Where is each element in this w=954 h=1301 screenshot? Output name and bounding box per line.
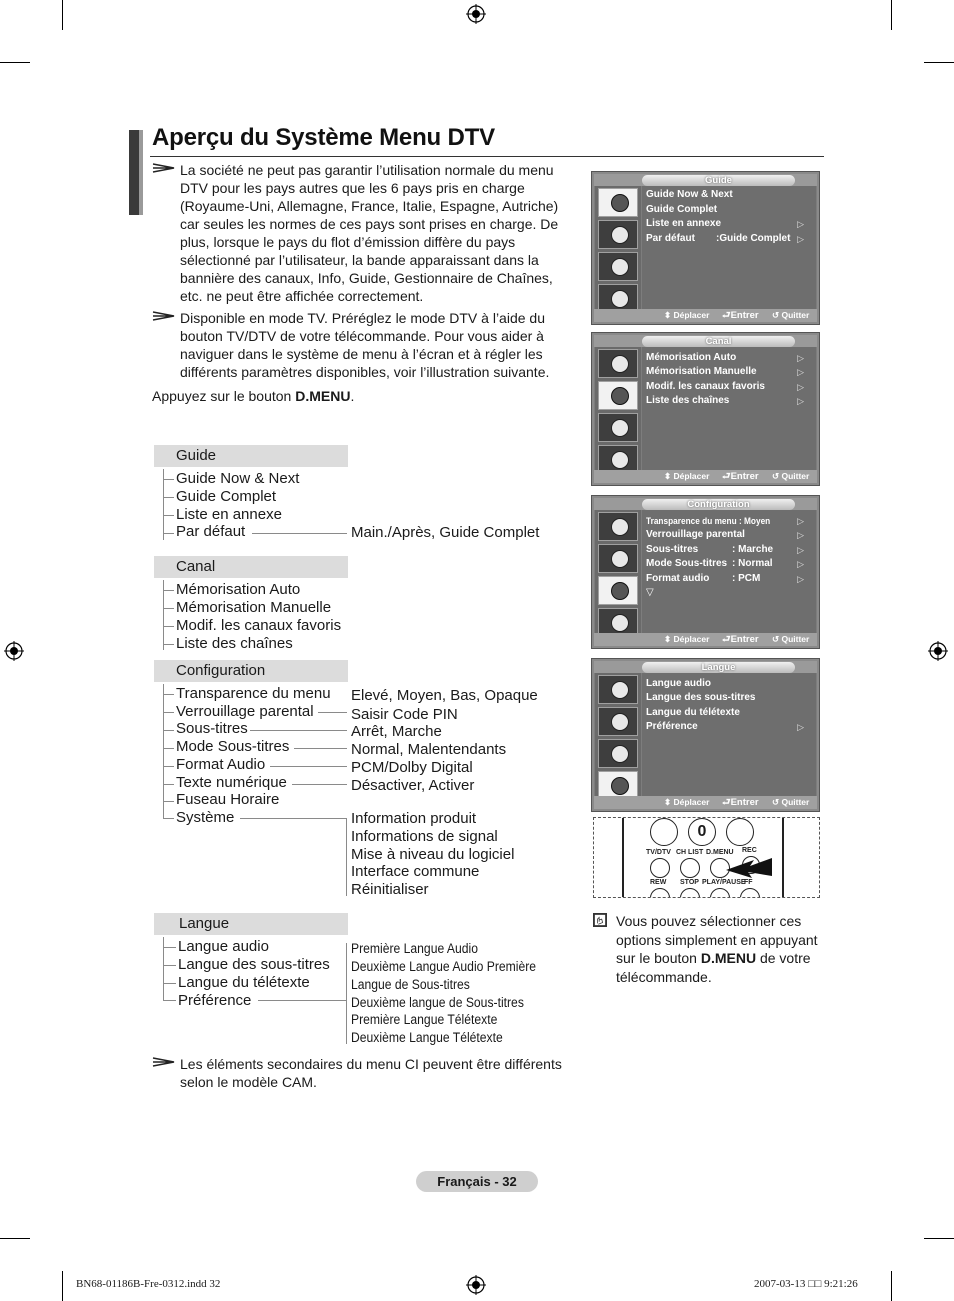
tree-value: Langue de Sous-titres bbox=[351, 977, 470, 992]
tree-item: Modif. les canaux favoris bbox=[176, 617, 342, 634]
submenu-arrow-icon: ▷ bbox=[797, 353, 804, 363]
side-note-text: de votre télécommande. bbox=[616, 950, 811, 985]
tab-strip bbox=[594, 498, 817, 510]
tree-connector bbox=[163, 590, 174, 591]
quit-label: Quitter bbox=[781, 797, 810, 807]
tree-value: Elevé, Moyen, Bas, Opaque bbox=[351, 687, 538, 704]
submenu-arrow-icon: ▷ bbox=[797, 545, 804, 555]
tree-value: Désactiver, Activer bbox=[351, 777, 475, 794]
tree-connector bbox=[163, 748, 174, 749]
remote-label: PLAY/PAUSE bbox=[702, 879, 746, 886]
press-text: Appuyez sur le bouton bbox=[152, 388, 296, 404]
tree-connector bbox=[163, 712, 174, 713]
tree-item: Système bbox=[176, 809, 235, 826]
tree-leader bbox=[318, 712, 347, 713]
enter-hint: ⮐Entrer bbox=[722, 310, 759, 321]
note-text: Disponible en mode TV. Préréglez le mode DTV à l’aide du bouton TV/DTV de votre télécommande. Pour vous aider à naviguer dans le système de menu à l’écran et à régler les différents paramètres disponibles, voir l’illustration suivante. bbox=[180, 310, 550, 380]
note-tv-mode bbox=[152, 309, 572, 381]
tree-item: Par défaut bbox=[176, 523, 246, 540]
enter-label: Entrer bbox=[730, 797, 759, 808]
tree-value: Information produit bbox=[351, 810, 477, 827]
tree-connector bbox=[163, 694, 174, 695]
menu-content bbox=[642, 510, 816, 633]
tree-head-canal bbox=[154, 556, 348, 578]
tree-connector bbox=[163, 784, 174, 785]
crop-mark bbox=[891, 1271, 892, 1301]
enter-hint: ⮐Entrer bbox=[722, 471, 759, 482]
enter-hint: ⮐Entrer bbox=[722, 797, 759, 808]
tree-value: Première Langue Télétexte bbox=[351, 1012, 498, 1027]
tree-item: Texte numérique bbox=[176, 774, 287, 791]
tree-value: PCM/Dolby Digital bbox=[351, 759, 473, 776]
menu-content bbox=[642, 673, 816, 796]
tree-head-label: Configuration bbox=[176, 662, 266, 679]
enter-label: Entrer bbox=[730, 471, 759, 482]
tree-item: Liste en annexe bbox=[176, 506, 282, 523]
screen-body bbox=[594, 661, 817, 809]
submenu-arrow-icon: ▷ bbox=[797, 367, 804, 377]
menu-item-value: :Guide Complet bbox=[716, 233, 791, 244]
remote-round-button bbox=[650, 818, 678, 846]
tab-canal: Canal bbox=[642, 336, 795, 347]
remote-control-illustration bbox=[593, 817, 820, 898]
guide-icon bbox=[598, 349, 638, 378]
info-button bbox=[726, 818, 754, 846]
menu-content bbox=[642, 347, 816, 470]
tree-leader bbox=[270, 766, 347, 767]
tab-strip bbox=[594, 174, 817, 186]
menu-item-value: : Normal bbox=[732, 558, 773, 569]
setup-icon bbox=[598, 576, 638, 605]
tree-item: Mémorisation Auto bbox=[176, 581, 301, 598]
tree-item: Langue des sous-titres bbox=[178, 956, 330, 973]
tree-value: Arrêt, Marche bbox=[351, 723, 442, 740]
tree-connector bbox=[163, 801, 174, 802]
remote-label: D.MENU bbox=[706, 849, 734, 856]
channel-icon bbox=[598, 544, 638, 573]
guide-icon bbox=[598, 188, 638, 217]
tree-item: Transparence du menu bbox=[176, 685, 331, 702]
tree-item: Langue audio bbox=[178, 938, 269, 955]
menu-item[interactable]: Langue audio bbox=[646, 678, 711, 689]
menu-item-label: Format audio bbox=[646, 573, 710, 584]
tree-value: Informations de signal bbox=[351, 828, 498, 845]
zero-button: 0 bbox=[688, 818, 716, 846]
tree-value: Première Langue Audio bbox=[351, 941, 478, 956]
registration-mark-icon bbox=[466, 1275, 486, 1295]
registration-mark-icon bbox=[928, 641, 948, 661]
ch-list-button bbox=[680, 858, 700, 878]
side-note-text: Vous pouvez sélectionner ces options simplement en appuyant sur le bouton bbox=[616, 913, 818, 966]
submenu-arrow-icon: ▷ bbox=[797, 234, 804, 244]
crop-mark bbox=[62, 0, 63, 30]
tree-connector bbox=[163, 766, 174, 767]
tree-connector bbox=[163, 515, 174, 516]
icon-column bbox=[595, 186, 641, 309]
move-hint: ⬍ Déplacer bbox=[664, 310, 710, 320]
menu-item[interactable] bbox=[646, 233, 791, 245]
remote-label: FF bbox=[744, 879, 753, 886]
scroll-down-icon[interactable]: ▽ bbox=[646, 587, 654, 598]
menu-item[interactable]: Guide Now & Next bbox=[646, 189, 733, 200]
crop-mark bbox=[924, 1238, 954, 1239]
screen-body bbox=[594, 335, 817, 483]
tree-leader bbox=[252, 533, 347, 534]
menu-item[interactable]: Langue du télétexte bbox=[646, 707, 740, 718]
tree-value: Normal, Malentendants bbox=[351, 741, 507, 758]
move-label: Déplacer bbox=[673, 797, 710, 807]
note-ci-menu bbox=[152, 1055, 572, 1091]
tree-connector bbox=[163, 684, 164, 818]
tree-item: Guide Complet bbox=[176, 488, 277, 505]
screen-footer bbox=[594, 470, 817, 483]
tree-value: Interface commune bbox=[351, 863, 480, 880]
tree-head-configuration bbox=[154, 660, 348, 682]
tree-connector bbox=[163, 983, 176, 984]
tree-connector bbox=[163, 818, 174, 819]
screen-canal bbox=[591, 332, 820, 486]
quit-label: Quitter bbox=[781, 471, 810, 481]
side-note bbox=[616, 912, 826, 986]
print-footer-file: BN68-01186B-Fre-0312.indd 32 bbox=[76, 1278, 221, 1290]
tree-connector bbox=[163, 644, 174, 645]
tree-value: Deuxième langue de Sous-titres bbox=[351, 995, 524, 1010]
press-suffix: . bbox=[350, 388, 355, 404]
move-hint: ⬍ Déplacer bbox=[664, 797, 710, 807]
tree-head-label: Canal bbox=[176, 558, 216, 575]
submenu-arrow-icon: ▷ bbox=[797, 722, 804, 732]
setup-icon bbox=[598, 739, 638, 768]
tree-head-langue bbox=[154, 913, 348, 935]
tree-value: Deuxième Langue Télétexte bbox=[351, 1030, 503, 1045]
tree-head-label: Guide bbox=[176, 447, 217, 464]
tree-item: Langue du télétexte bbox=[178, 974, 310, 991]
tree-connector bbox=[346, 943, 347, 1044]
tree-value: Deuxième Langue Audio Première bbox=[351, 959, 537, 974]
crop-mark bbox=[924, 62, 954, 63]
submenu-arrow-icon: ▷ bbox=[797, 396, 804, 406]
tree-item: Fuseau Horaire bbox=[176, 791, 280, 808]
quit-label: Quitter bbox=[781, 634, 810, 644]
tab-langue: Langue bbox=[642, 662, 795, 673]
menu-item[interactable]: Mémorisation Auto bbox=[646, 352, 737, 363]
submenu-arrow-icon: ▷ bbox=[797, 574, 804, 584]
title-accent-bar bbox=[139, 130, 143, 215]
guide-icon bbox=[598, 512, 638, 541]
channel-icon bbox=[598, 381, 638, 410]
menu-item[interactable]: Langue des sous-titres bbox=[646, 692, 756, 703]
page-title: Aperçu du Système Menu DTV bbox=[152, 124, 495, 151]
tree-connector bbox=[163, 533, 174, 534]
tree-item: Liste des chaînes bbox=[176, 635, 293, 652]
icon-column bbox=[595, 673, 641, 796]
remote-label: CH LIST bbox=[676, 849, 704, 856]
menu-item[interactable]: Transparence du menu : Moyen bbox=[646, 516, 771, 526]
menu-item[interactable]: Mémorisation Manuelle bbox=[646, 366, 757, 377]
tree-connector bbox=[163, 947, 176, 948]
quit-label: Quitter bbox=[781, 310, 810, 320]
stop-button bbox=[680, 888, 700, 898]
icon-column bbox=[595, 510, 641, 633]
tree-connector bbox=[163, 965, 176, 966]
tree-connector bbox=[346, 818, 347, 896]
crop-mark bbox=[0, 62, 30, 63]
submenu-arrow-icon: ▷ bbox=[797, 516, 804, 526]
tree-head-guide bbox=[154, 445, 348, 467]
menu-item-value: : Marche bbox=[732, 544, 774, 555]
tree-item: Préférence bbox=[178, 992, 252, 1009]
enter-label: Entrer bbox=[730, 634, 759, 645]
tv-dtv-button bbox=[650, 858, 670, 878]
remote-edge bbox=[782, 818, 784, 898]
remote-label: STOP bbox=[680, 879, 699, 886]
screen-langue bbox=[591, 658, 820, 812]
dmenu-button-label: D.MENU bbox=[700, 950, 757, 966]
menu-content bbox=[642, 186, 816, 309]
tree-connector bbox=[163, 497, 174, 498]
enter-hint: ⮐Entrer bbox=[722, 634, 759, 645]
title-rule bbox=[150, 156, 824, 157]
move-label: Déplacer bbox=[673, 310, 710, 320]
screen-body bbox=[594, 174, 817, 322]
crop-mark bbox=[62, 1271, 63, 1301]
submenu-arrow-icon: ▷ bbox=[797, 382, 804, 392]
tree-value: Saisir Code PIN bbox=[351, 706, 458, 723]
icon-column bbox=[595, 347, 641, 470]
tree-connector bbox=[163, 626, 174, 627]
print-footer-date: 2007-03-13 □□ 9:21:26 bbox=[754, 1278, 858, 1290]
menu-item[interactable] bbox=[646, 558, 773, 570]
quit-hint: ↺ Quitter bbox=[772, 797, 810, 807]
tree-connector bbox=[163, 608, 174, 609]
rew-button bbox=[650, 888, 670, 898]
tree-item: Guide Now & Next bbox=[176, 470, 300, 487]
tree-leader bbox=[294, 748, 347, 749]
submenu-arrow-icon: ▷ bbox=[797, 530, 804, 540]
menu-item[interactable]: Préférence bbox=[646, 721, 698, 732]
menu-item-value: : PCM bbox=[732, 573, 761, 584]
submenu-arrow-icon: ▷ bbox=[797, 559, 804, 569]
tab-guide: Guide bbox=[642, 175, 795, 186]
note-text: La société ne peut pas garantir l’utilisation normale du menu DTV pour les pays autres que les 6 pays pris en charge (Royaume-Uni, Allemagne, France, Italie, Espagne, Autriche) car seules les normes de ces pays sont prises en charge. De plus, lorsque le pays du flot d’émission diffère du pays sélectionné par l’utilisateur, la bande apparaissant dans la bannière des canaux, Info, Guide, Gestionnaire de Chaînes, etc. ne peut être affichée correctement. bbox=[180, 162, 559, 304]
tree-value: Main./Après, Guide Complet bbox=[351, 524, 540, 541]
channel-icon bbox=[598, 220, 638, 249]
remote-label: TV/DTV bbox=[646, 849, 671, 856]
move-label: Déplacer bbox=[673, 471, 710, 481]
tree-item: Mémorisation Manuelle bbox=[176, 599, 332, 616]
screen-footer bbox=[594, 796, 817, 809]
menu-item[interactable]: Liste en annexe bbox=[646, 218, 722, 229]
guide-icon bbox=[598, 675, 638, 704]
tree-item: Mode Sous-titres bbox=[176, 738, 290, 755]
submenu-arrow-icon: ▷ bbox=[797, 219, 804, 229]
note-arrow-icon bbox=[152, 1055, 176, 1069]
screen-body bbox=[594, 498, 817, 646]
setup-icon bbox=[598, 413, 638, 442]
quit-hint: ↺ Quitter bbox=[772, 310, 810, 320]
tab-strip bbox=[594, 661, 817, 673]
remote-label: REC bbox=[742, 847, 757, 854]
menu-item-label: Par défaut bbox=[646, 233, 695, 244]
quit-hint: ↺ Quitter bbox=[772, 471, 810, 481]
press-instruction bbox=[152, 388, 354, 404]
tab-strip bbox=[594, 335, 817, 347]
tree-leader bbox=[258, 1000, 346, 1001]
move-label: Déplacer bbox=[673, 634, 710, 644]
screen-guide bbox=[591, 171, 820, 325]
note-text: Les éléments secondaires du menu CI peuvent être différents selon le modèle CAM. bbox=[180, 1056, 562, 1090]
menu-item[interactable] bbox=[646, 544, 774, 556]
registration-mark-icon bbox=[466, 4, 486, 24]
tree-leader bbox=[292, 784, 347, 785]
move-hint: ⬍ Déplacer bbox=[664, 471, 710, 481]
tab-configuration: Configuration bbox=[642, 499, 795, 510]
page-number-badge: Français - 32 bbox=[416, 1171, 538, 1192]
tree-item: Sous-titres bbox=[176, 720, 248, 737]
tree-leader bbox=[240, 818, 347, 819]
crop-mark bbox=[891, 0, 892, 30]
tree-item: Format Audio bbox=[176, 756, 266, 773]
tree-connector bbox=[163, 730, 174, 731]
move-hint: ⬍ Déplacer bbox=[664, 634, 710, 644]
menu-item-label: Sous-titres bbox=[646, 544, 699, 555]
menu-item[interactable]: Guide Complet bbox=[646, 204, 718, 215]
setup-icon bbox=[598, 252, 638, 281]
dmenu-button-label: D.MENU bbox=[295, 388, 351, 404]
menu-item[interactable]: Modif. les canaux favoris bbox=[646, 381, 765, 392]
channel-icon bbox=[598, 707, 638, 736]
remote-edge bbox=[622, 818, 624, 898]
quit-hint: ↺ Quitter bbox=[772, 634, 810, 644]
tree-connector bbox=[163, 1000, 176, 1001]
menu-item[interactable]: Verrouillage parental bbox=[646, 529, 745, 540]
note-arrow-icon bbox=[152, 309, 176, 323]
registration-mark-icon bbox=[4, 641, 24, 661]
menu-item[interactable]: Liste des chaînes bbox=[646, 395, 730, 406]
enter-label: Entrer bbox=[730, 310, 759, 321]
tree-value: Réinitialiser bbox=[351, 881, 429, 898]
note-icon bbox=[593, 913, 607, 927]
tree-item: Verrouillage parental bbox=[176, 703, 314, 720]
screen-configuration bbox=[591, 495, 820, 649]
tree-connector bbox=[163, 479, 174, 480]
tree-leader bbox=[250, 730, 347, 731]
note-countries bbox=[152, 161, 572, 305]
remote-label: REW bbox=[650, 879, 667, 886]
crop-mark bbox=[0, 1238, 30, 1239]
screen-footer bbox=[594, 309, 817, 322]
note-arrow-icon bbox=[152, 161, 176, 175]
tree-value: Mise à niveau du logiciel bbox=[351, 846, 515, 863]
tree-head-label: Langue bbox=[179, 915, 230, 932]
menu-item-label: Mode Sous-titres bbox=[646, 558, 728, 569]
screen-footer bbox=[594, 633, 817, 646]
menu-item[interactable] bbox=[646, 573, 761, 585]
